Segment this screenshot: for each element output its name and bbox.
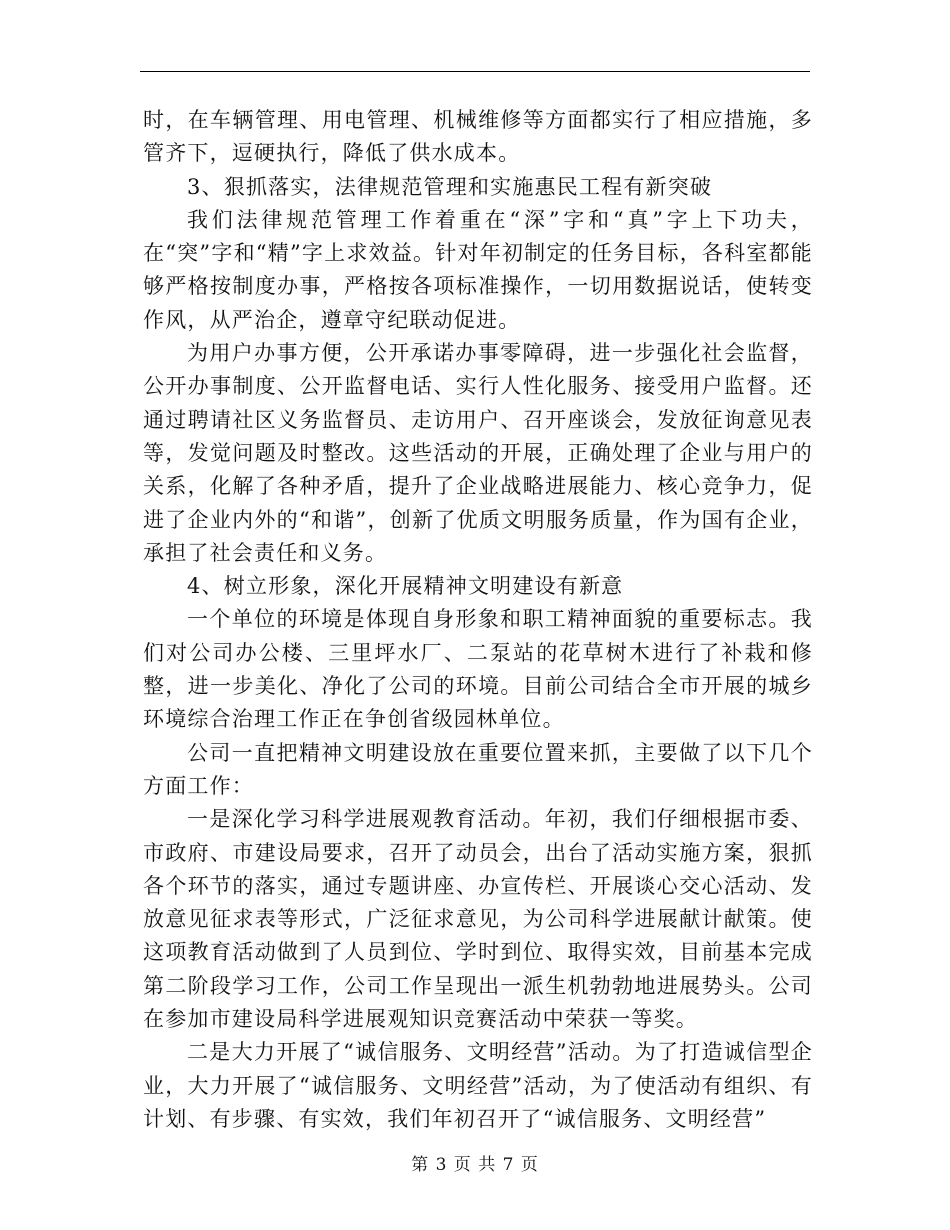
paragraph-2: 我们法律规范管理工作着重在“深”字和“真”字上下功夫，在“突”字和“精”字上求效益。针对年初制定的任务目标，各科室都能够严格按制度办事，严格按各项标准操作，一切用数据说话，使转变作风，从严治企，遵章守纪联动促进。 <box>143 207 813 332</box>
paragraph-4: 一个单位的环境是体现自身形象和职工精神面貌的重要标志。我们对公司办公楼、三里坪水厂、二泵站的花草树木进行了补栽和修整，进一步美化、净化了公司的环境。目前公司结合全市开展的城乡环境综合治理工作正在争创省级园林单位。 <box>143 607 813 732</box>
paragraph-7: 二是大力开展了“诚信服务、文明经营”活动。为了打造诚信型企业，大力开展了“诚信服务、文明经营”活动，为了使活动有组织、有计划、有步骤、有实效，我们年初召开了“诚信服务、文明经营” <box>143 1040 813 1131</box>
document-body <box>143 104 813 1136</box>
paragraph-6: 一是深化学习科学进展观教育活动。年初，我们仔细根据市委、市政府、市建设局要求，召开了动员会，出台了活动实施方案，狠抓各个环节的落实，通过专题讲座、办宣传栏、开展谈心交心活动、发放意见征求表等形式，广泛征求意见，为公司科学进展献计献策。使这项教育活动做到了人员到位、学时到位、取得实效，目前基本完成第二阶段学习工作，公司工作呈现出一派生机勃勃地进展势头。公司在参加市建设局科学进展观知识竞赛活动中荣获一等奖。 <box>143 807 813 1032</box>
paragraph-3: 为用户办事方便，公开承诺办事零障碍，进一步强化社会监督，公开办事制度、公开监督电话、实行人性化服务、接受用户监督。还通过聘请社区义务监督员、走访用户、召开座谈会，发放征询意见表等，发觉问题及时整改。这些活动的开展，正确处理了企业与用户的关系，化解了各种矛盾，提升了企业战略进展能力、核心竞争力，促进了企业内外的“和谐”，创新了优质文明服务质量，作为国有企业，承担了社会责任和义务。 <box>143 341 813 565</box>
paragraph-1: 时，在车辆管理、用电管理、机械维修等方面都实行了相应措施，多管齐下，逗硬执行，降低了供水成本。 <box>143 108 813 166</box>
section-heading-3: 3、狠抓落实，法律规范管理和实施惠民工程有新突破 <box>187 174 713 199</box>
paragraph-5: 公司一直把精神文明建设放在重要位置来抓，主要做了以下几个方面工作： <box>143 740 813 798</box>
page-number-footer: 第 3 页 共 7 页 <box>411 1155 539 1175</box>
header-rule <box>140 71 810 72</box>
section-heading-4: 4、树立形象，深化开展精神文明建设有新意 <box>187 574 624 599</box>
